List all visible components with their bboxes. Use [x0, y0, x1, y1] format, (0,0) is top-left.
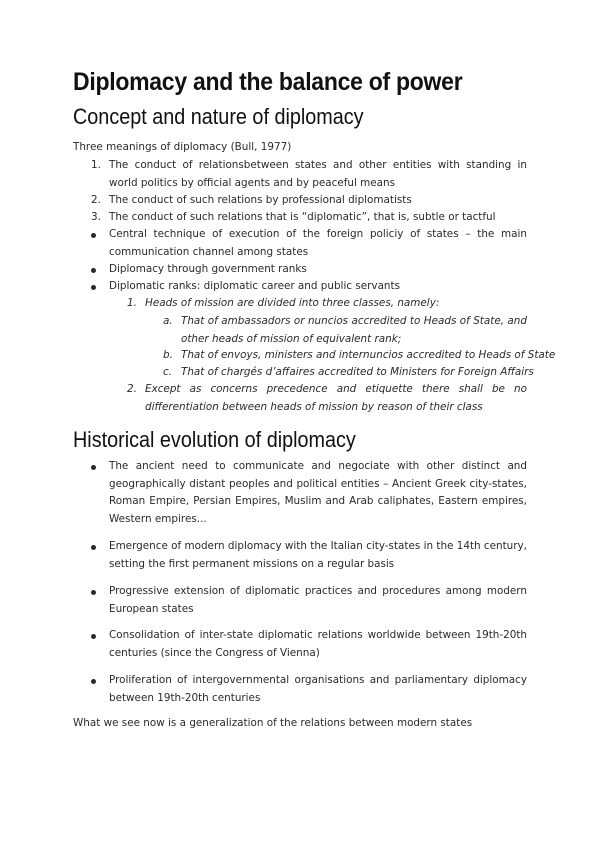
list-marker: a.: [163, 315, 173, 327]
list-item: Proliferation of intergovernmental organisations and parliamentary diplomacy between 19th-20th centuries: [109, 674, 527, 704]
list-item: That of chargés d’affaires accredited to Ministers for Foreign Affairs: [181, 366, 534, 378]
bullet-icon: [91, 233, 96, 238]
list-item: Diplomacy through government ranks: [109, 263, 307, 275]
section-heading-concept: Concept and nature of diplomacy: [73, 104, 364, 129]
list-item: Heads of mission are divided into three classes, namely:: [145, 297, 440, 309]
list-item: Progressive extension of diplomatic practices and procedures among modern European states: [109, 585, 527, 615]
bullet-icon: [91, 465, 96, 470]
bullet-icon: [91, 590, 96, 595]
bullet-icon: [91, 268, 96, 273]
list-item: Diplomatic ranks: diplomatic career and public servants: [109, 280, 401, 292]
list-item: The conduct of such relations by professional diplomatists: [109, 194, 412, 206]
page-title: Diplomacy and the balance of power: [73, 68, 463, 96]
list-marker: 2.: [91, 194, 101, 206]
bullet-icon: [91, 634, 96, 639]
list-item: Except as concerns precedence and etiquette there shall be no differentiation between heads of mission by reason of their class: [145, 383, 527, 413]
list-marker: 2.: [127, 383, 137, 395]
list-item: The ancient need to communicate and negociate with other distinct and geographically distant peoples and political entities – Ancient Greek city-states, Roman Empire, Persian Empires, Muslim and Arab caliphates, Eastern empires, Western empires...: [109, 460, 527, 525]
list-marker: 1.: [91, 159, 101, 171]
list-item: Emergence of modern diplomacy with the Italian city-states in the 14th century, setting the first permanent missions on a regular basis: [109, 540, 527, 570]
list-marker: c.: [163, 366, 173, 378]
list-item: That of envoys, ministers and internuncios accredited to Heads of State: [181, 349, 556, 361]
list-item: The conduct of relationsbetween states and other entities with standing in world politics by official agents and by peaceful means: [109, 159, 527, 189]
section-heading-history: Historical evolution of diplomacy: [73, 427, 356, 452]
list-marker: b.: [163, 349, 173, 361]
list-item: That of ambassadors or nuncios accredited to Heads of State, and other heads of mission of equivalent rank;: [181, 315, 527, 345]
closing-text: What we see now is a generalization of the relations between modern states: [73, 717, 473, 729]
bullet-icon: [91, 285, 96, 290]
list-item: Central technique of execution of the foreign policiy of states – the main communication channel among states: [109, 228, 527, 258]
bullet-icon: [91, 679, 96, 684]
list-item: The conduct of such relations that is “diplomatic”, that is, subtle or tactful: [109, 211, 496, 223]
bullet-icon: [91, 545, 96, 550]
intro-text: Three meanings of diplomacy (Bull, 1977): [73, 141, 292, 153]
list-item: Consolidation of inter-state diplomatic relations worldwide between 19th-20th centuries (since the Congress of Vienna): [109, 629, 527, 659]
list-marker: 1.: [127, 297, 137, 309]
list-marker: 3.: [91, 211, 101, 223]
